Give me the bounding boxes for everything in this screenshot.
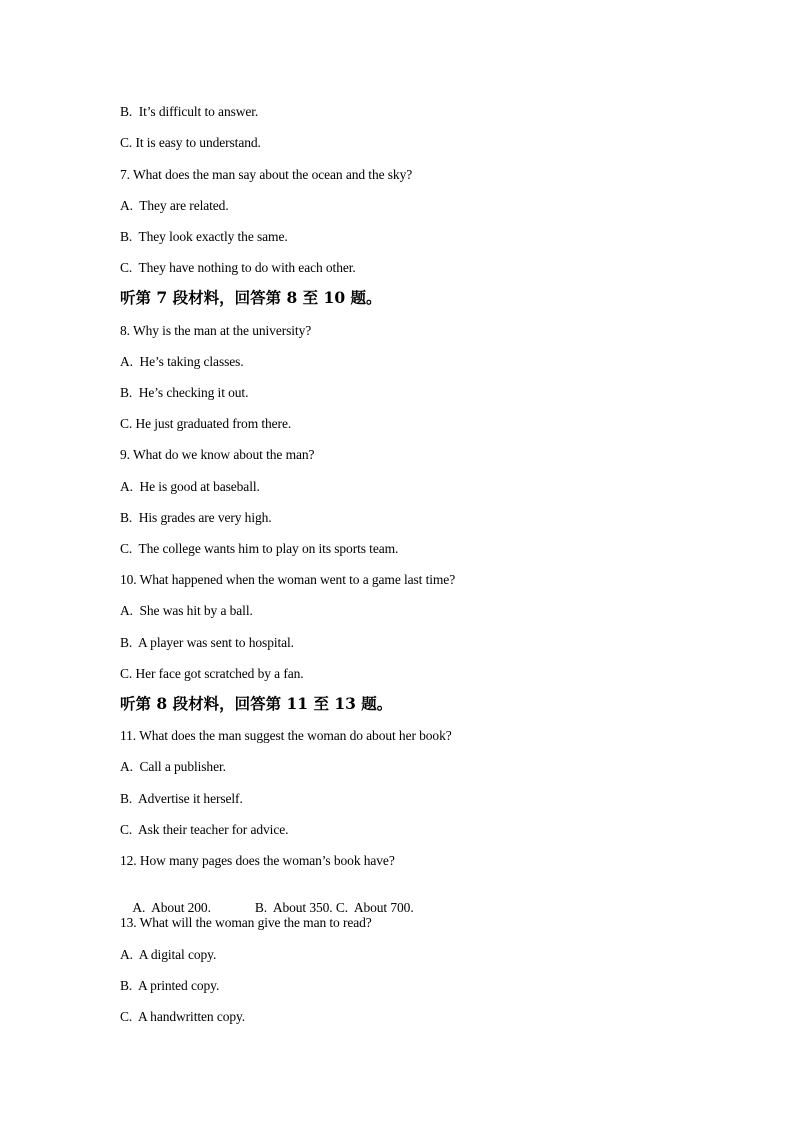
question-10: 10. What happened when the woman went to a game last time?	[120, 572, 456, 587]
option-11b: B. Advertise it herself.	[120, 791, 243, 806]
option-8a: A. He’s taking classes.	[120, 354, 244, 369]
question-13: 13. What will the woman give the man to read?	[120, 915, 372, 930]
option-10b: B. A player was sent to hospital.	[120, 635, 294, 650]
option-9b: B. His grades are very high.	[120, 510, 272, 525]
option-13c: C. A handwritten copy.	[120, 1009, 246, 1024]
option-8c: C. He just graduated from there.	[120, 416, 292, 431]
question-12: 12. How many pages does the woman’s book have?	[120, 853, 395, 868]
option-10c: C. Her face got scratched by a fan.	[120, 666, 304, 681]
option-7c: C. They have nothing to do with each other.	[120, 260, 356, 275]
option-8b: B. He’s checking it out.	[120, 385, 249, 400]
option-9c: C. The college wants him to play on its sports team.	[120, 541, 399, 556]
question-11: 11. What does the man suggest the woman do about her book?	[120, 728, 452, 743]
option-12a: A. About 200.	[132, 900, 211, 915]
option-13b: B. A printed copy.	[120, 978, 220, 993]
option-6c: C. It is easy to understand.	[120, 135, 261, 150]
option-11a: A. Call a publisher.	[120, 759, 226, 774]
option-7b: B. They look exactly the same.	[120, 229, 288, 244]
question-7: 7. What does the man say about the ocean and the sky?	[120, 167, 413, 182]
option-10a: A. She was hit by a ball.	[120, 603, 253, 618]
option-6b: B. It’s difficult to answer.	[120, 104, 259, 119]
option-7a: A. They are related.	[120, 198, 229, 213]
section-heading-7: 听第 7 段材料，回答第 8 至 10 题。	[120, 288, 382, 307]
option-13a: A. A digital copy.	[120, 947, 217, 962]
section-heading-8: 听第 8 段材料，回答第 11 至 13 题。	[120, 694, 393, 713]
question-9: 9. What do we know about the man?	[120, 447, 315, 462]
option-11c: C. Ask their teacher for advice.	[120, 822, 289, 837]
option-9a: A. He is good at baseball.	[120, 479, 260, 494]
question-8: 8. Why is the man at the university?	[120, 323, 312, 338]
option-12bc: B. About 350. C. About 700.	[254, 900, 414, 915]
